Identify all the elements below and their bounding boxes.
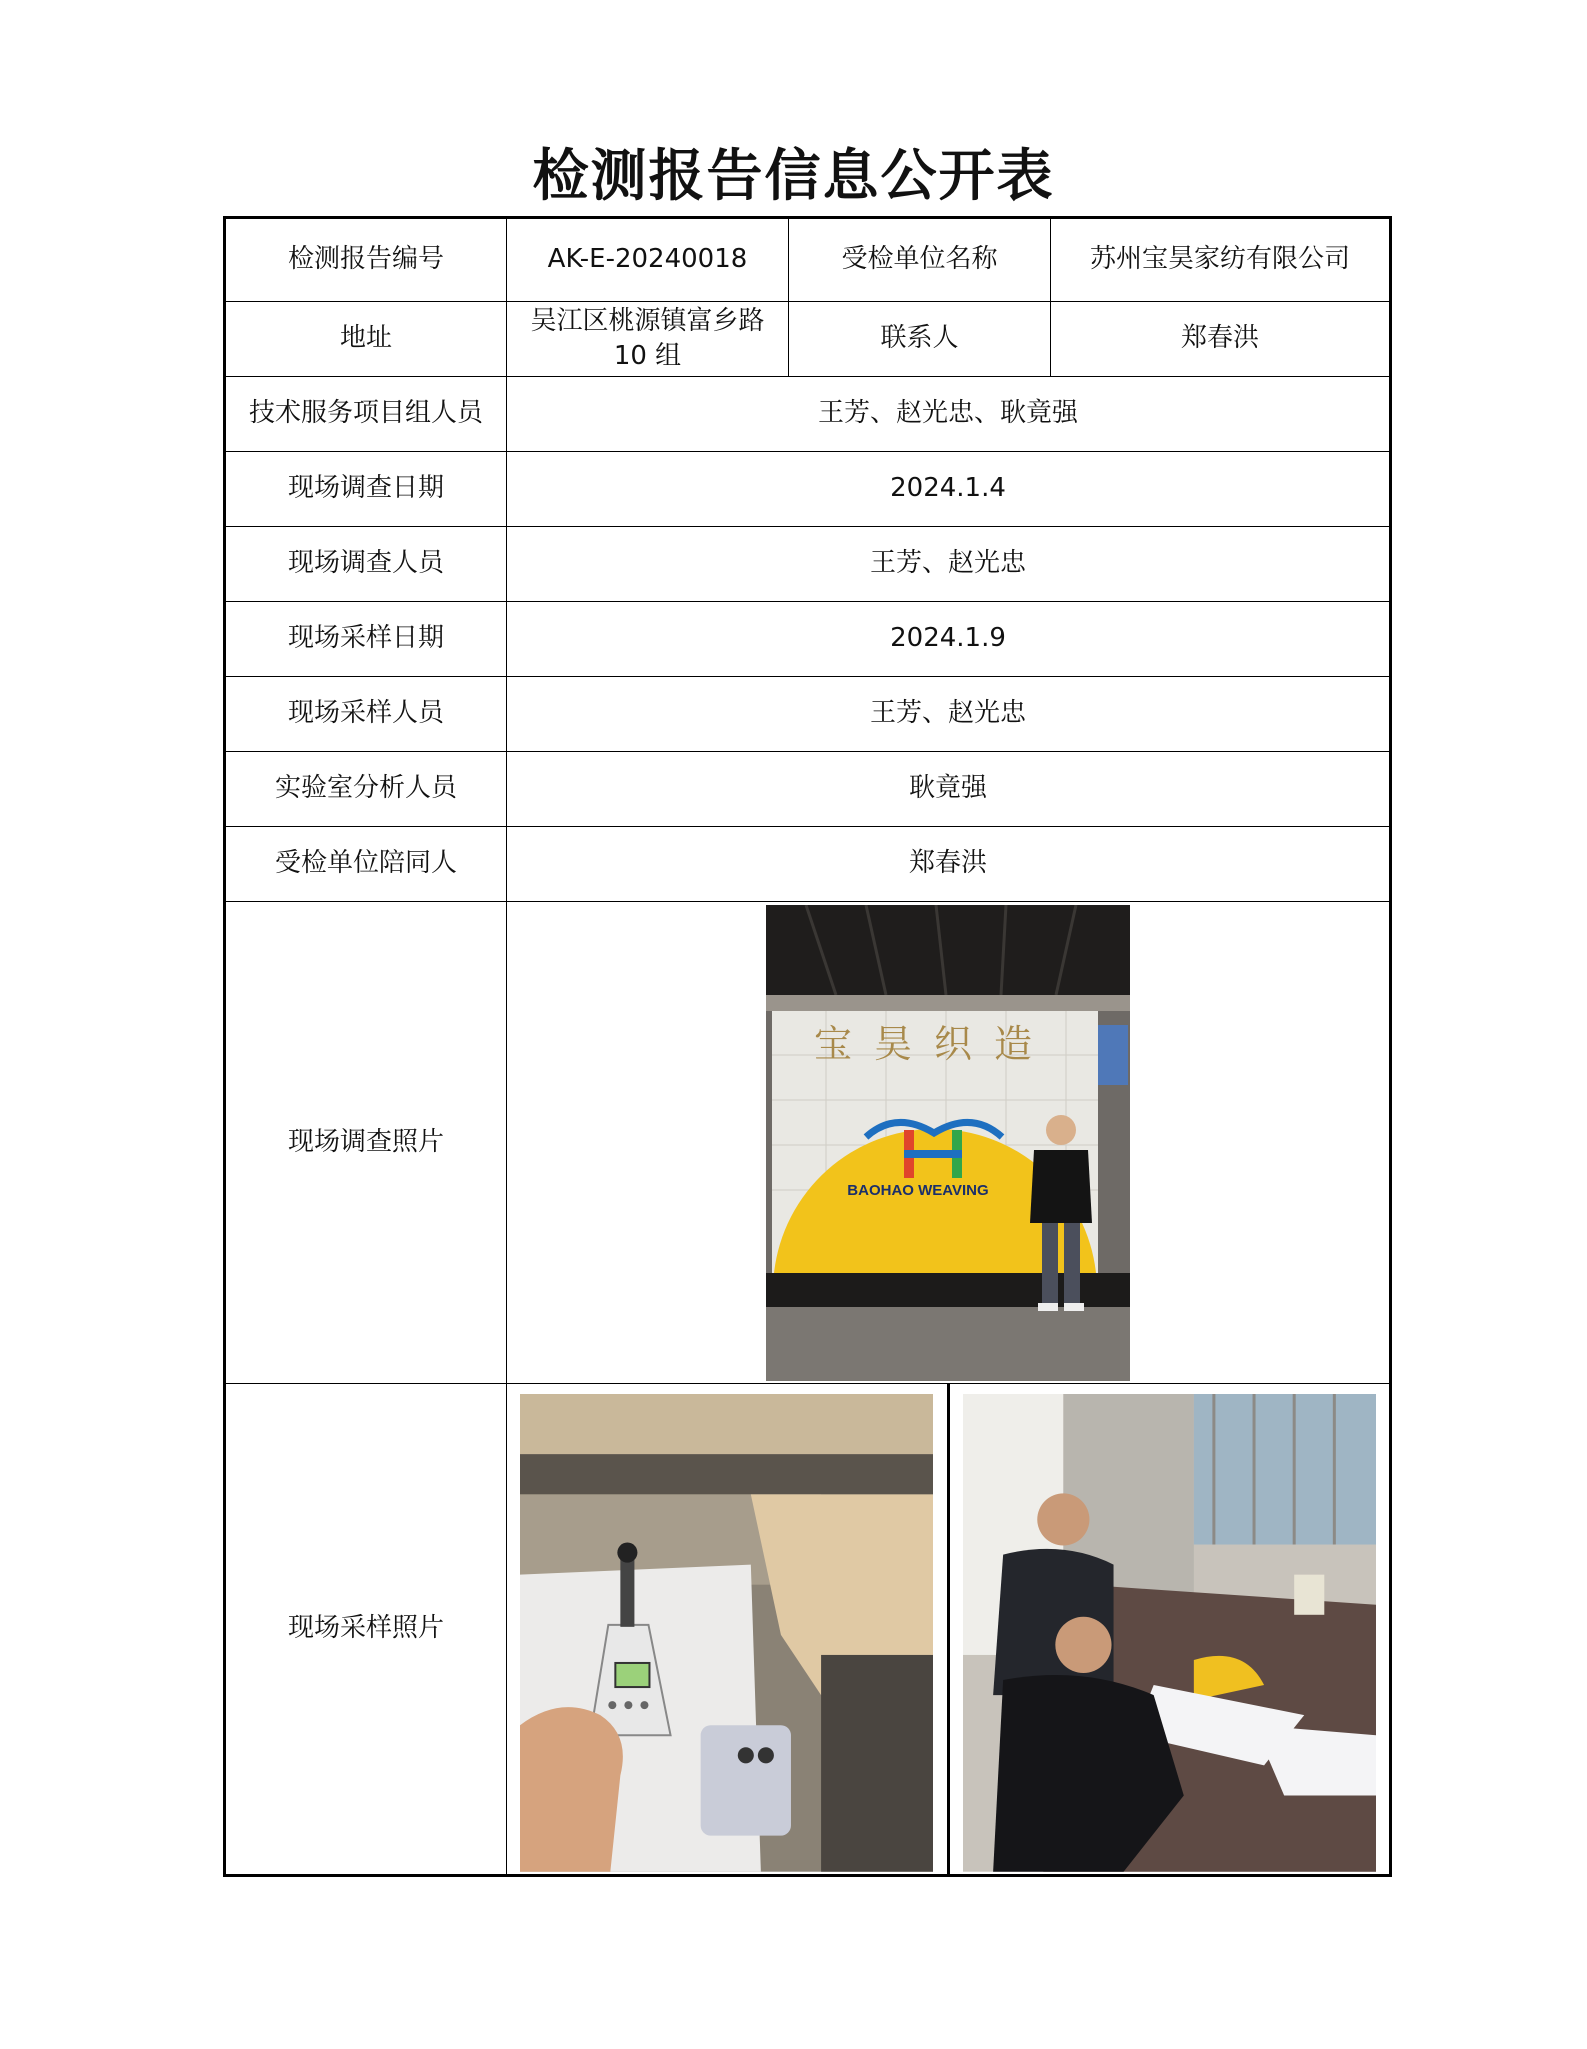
table-row <box>225 218 1391 302</box>
page-title: 检测报告信息公开表 <box>532 143 1055 209</box>
survey-staff-label: 现场调查人员 <box>225 527 507 602</box>
survey-date-value: 2024.1.4 <box>507 452 1391 527</box>
logo-caption-text: BAOHAO WEAVING <box>847 1181 989 1199</box>
table-row <box>225 827 1391 902</box>
project-team-label: 技术服务项目组人员 <box>225 377 507 452</box>
lab-analyst-value: 耿竟强 <box>507 752 1391 827</box>
table-row <box>225 902 1391 1384</box>
table-row <box>225 527 1391 602</box>
hand-icon <box>520 1707 623 1872</box>
project-team-value: 王芳、赵光忠、耿竟强 <box>507 377 1391 452</box>
table-row <box>225 752 1391 827</box>
table-row <box>225 452 1391 527</box>
report-number-value: AK-E-20240018 <box>507 218 789 302</box>
table-row <box>225 602 1391 677</box>
sampling-photo-office <box>963 1394 1376 1872</box>
address-label: 地址 <box>225 302 507 377</box>
sampling-staff-label: 现场采样人员 <box>225 677 507 752</box>
report-info-table <box>223 216 1392 1877</box>
table-row <box>225 677 1391 752</box>
inspected-unit-value: 苏州宝昊家纺有限公司 <box>1051 218 1391 302</box>
table-row <box>225 1384 1391 1876</box>
survey-staff-value: 王芳、赵光忠 <box>507 527 1391 602</box>
sampling-photos-cell <box>507 1384 1391 1876</box>
wall-sign-text: 宝昊织造 <box>813 1021 1055 1066</box>
survey-photo <box>766 905 1130 1381</box>
sampling-date-value: 2024.1.9 <box>507 602 1391 677</box>
contact-value: 郑春洪 <box>1051 302 1391 377</box>
report-number-label: 检测报告编号 <box>225 218 507 302</box>
lab-analyst-label: 实验室分析人员 <box>225 752 507 827</box>
table-row <box>225 377 1391 452</box>
sampling-photo-loom <box>520 1394 933 1872</box>
survey-photo-cell <box>507 902 1391 1384</box>
inspected-unit-label: 受检单位名称 <box>789 218 1051 302</box>
sampling-staff-value: 王芳、赵光忠 <box>507 677 1391 752</box>
sampling-photo-label: 现场采样照片 <box>225 1384 507 1876</box>
escort-label: 受检单位陪同人 <box>225 827 507 902</box>
escort-value: 郑春洪 <box>507 827 1391 902</box>
address-value: 吴江区桃源镇富乡路10 组 <box>507 302 789 377</box>
sampling-date-label: 现场采样日期 <box>225 602 507 677</box>
survey-date-label: 现场调查日期 <box>225 452 507 527</box>
survey-photo-label: 现场调查照片 <box>225 902 507 1384</box>
table-row <box>225 302 1391 377</box>
contact-label: 联系人 <box>789 302 1051 377</box>
